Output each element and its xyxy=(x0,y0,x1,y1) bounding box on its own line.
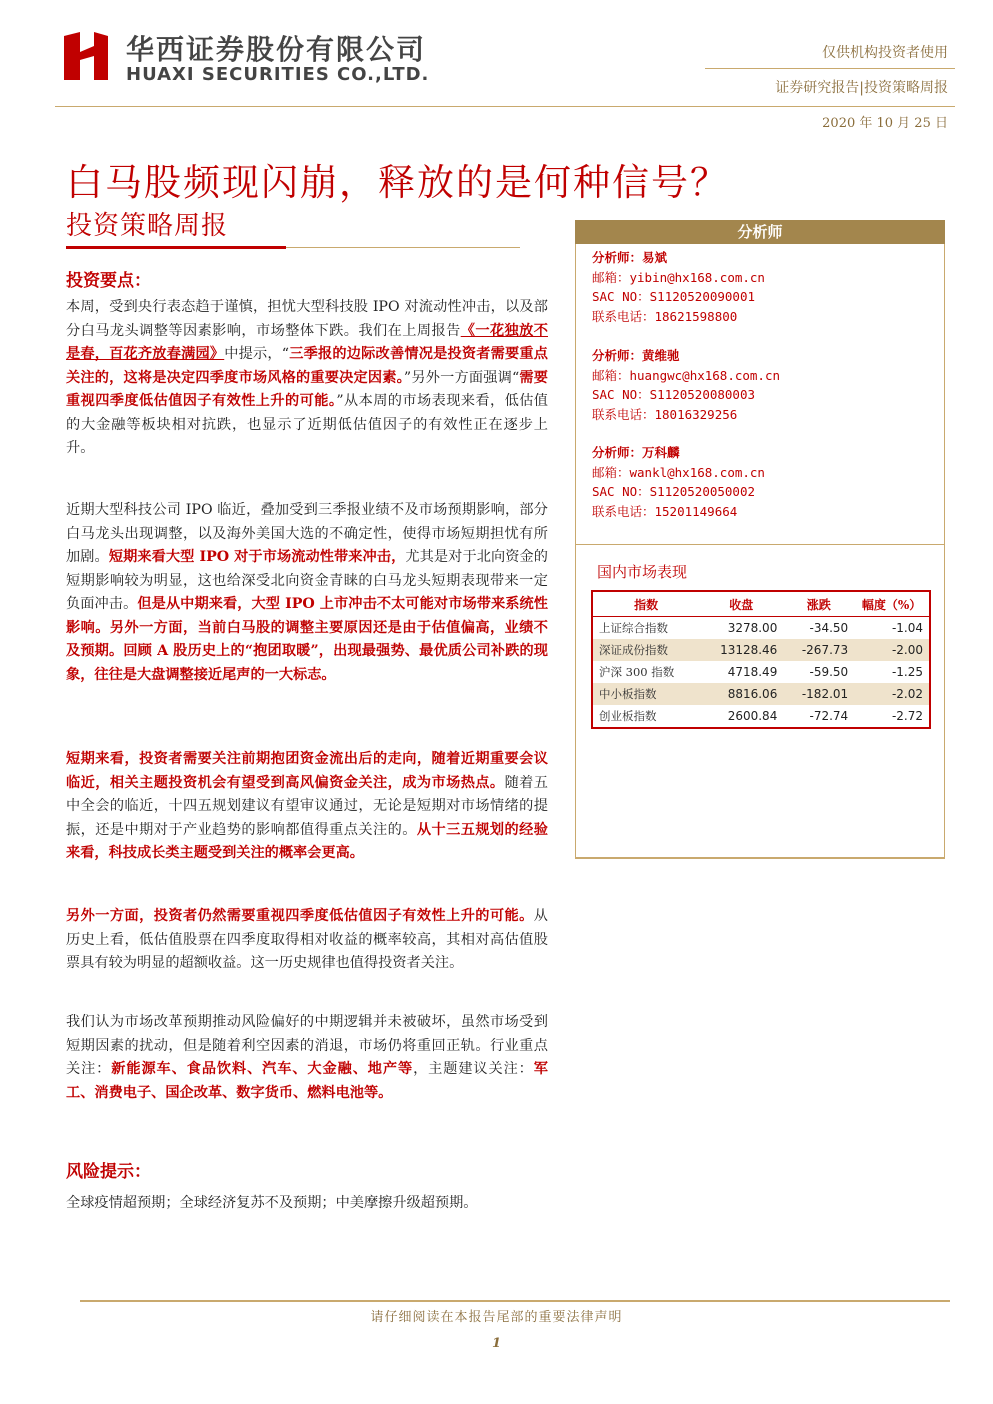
pct-value: -1.25 xyxy=(891,665,923,679)
key-points-heading: 投资要点： xyxy=(66,271,151,291)
analyst-email[interactable]: 邮箱：huangwc@hx168.com.cn xyxy=(592,367,781,383)
index-name: 中小板指数 xyxy=(592,683,699,705)
report-subtitle: 投资策略周报 xyxy=(66,211,229,241)
p4-text-b: 从历史上看，低估值股票在四季度取得相对收益的概率较高，其相对高估值股票具有较为明显的超额收益。这一历史规律也值得投资者关注。 xyxy=(66,908,548,971)
analyst-card-2 xyxy=(592,346,780,424)
analyst-card-3 xyxy=(592,443,765,521)
header-divider xyxy=(705,68,955,69)
p5-highlight-d: 军工、消费电子、国企改革、数字货币、燃料电池等。 xyxy=(66,1061,548,1101)
huaxi-logo-icon xyxy=(60,30,112,82)
pct-value: -2.72 xyxy=(854,705,930,728)
p1-text-e: ”另外一方面强调“ xyxy=(403,369,520,386)
report-title: 白马股频现闪崩，释放的是何种信号？ xyxy=(66,161,729,204)
table-header-row xyxy=(592,591,930,617)
index-name: 深证成份指数 xyxy=(592,639,699,661)
col-header-index: 指数 xyxy=(592,591,699,617)
table-row xyxy=(592,705,930,728)
p1-highlight-f: 需要重视四季度低估值因子有效性上升的可能。 xyxy=(66,369,548,409)
p5-highlight-b: 新能源车、食品饮料、汽车、大金融、地产等 xyxy=(111,1061,414,1077)
p1-text-g: ”从本周的市场表现来看，低估值的大金融等板块相对抗跌，也显示了近期低估值因子的有效性正在逐步上升。 xyxy=(66,393,548,456)
subtitle-rule-gold xyxy=(286,247,520,248)
p1-highlight-d: 三季报的边际改善情况是投资者需要重点关注的，这将是决定四季度市场风格的重要决定因素。 xyxy=(66,346,548,386)
p3-highlight-a: 短期来看，投资者需要关注前期抱团资金流出后的走向，随着近期重要会议临近，相关主题投资机会有望受到高风偏资金关注，成为市场热点。 xyxy=(66,751,548,791)
col-header-pct: 幅度（%） xyxy=(854,591,930,617)
index-name: 沪深 300 指数 xyxy=(599,665,675,679)
prior-report-link[interactable]: 《一花独放不是春，百花齐放春满园》 xyxy=(66,322,548,362)
market-performance-title: 国内市场表现 xyxy=(597,563,688,581)
footer-rule xyxy=(80,1300,950,1302)
analyst-phone: 联系电话：15201149664 xyxy=(592,503,738,519)
col-header-change: 涨跌 xyxy=(783,591,854,617)
pct-value: -1.04 xyxy=(891,621,923,635)
p2-text-a: 近期大型科技公司 IPO 临近，叠加受到三季报业绩不及市场预期影响，部分白马龙头出现调整，以及海外美国大选的不确定性，使得市场短期担忧有所加剧。 xyxy=(66,502,548,565)
p2-text-c: 尤其是对于北向资金的短期影响较为明显，这也给深受北向资金青睐的白马龙头短期表现带来一定负面冲击。 xyxy=(66,549,548,612)
col-header-close: 收盘 xyxy=(699,591,783,617)
close-value: 4718.49 xyxy=(727,665,778,679)
paragraph-3 xyxy=(66,748,548,866)
risk-text: 全球疫情超预期；全球经济复苏不及预期；中美摩擦升级超预期。 xyxy=(66,1195,478,1211)
p5-text-a: 我们认为市场改革预期推动风险偏好的中期逻辑并未被破坏，虽然市场受到短期因素的扰动，但是随着利空因素的消退，市场仍将重回正轨。行业重点关注： xyxy=(66,1014,548,1077)
analyst-phone: 联系电话：18621598800 xyxy=(592,308,738,324)
subtitle-rule-red xyxy=(66,246,286,249)
analyst-name: 分析师：易斌 xyxy=(592,250,668,265)
change-value: -182.01 xyxy=(783,683,854,705)
analyst-name: 分析师：黄维驰 xyxy=(592,348,680,363)
paragraph-1 xyxy=(66,296,548,461)
analyst-panel-heading: 分析师 xyxy=(575,220,945,244)
p2-highlight-b: 短期来看大型 IPO 对于市场流动性带来冲击， xyxy=(108,549,406,565)
index-name: 上证综合指数 xyxy=(599,621,668,635)
report-type-label: 证券研究报告|投资策略周报 xyxy=(775,80,948,96)
paragraph-2 xyxy=(66,499,548,687)
p4-highlight-a: 另外一方面，投资者仍然需要重视四季度低估值因子有效性上升的可能。 xyxy=(66,908,534,924)
report-date: 2020 年 10 月 25 日 xyxy=(822,116,948,131)
p1-text-a: 本周，受到央行表态趋于谨慎，担忧大型科技股 IPO 对流动性冲击，以及部分白马龙头调整等因素影响，市场整体下跌。我们在上周报告 xyxy=(66,299,548,339)
analyst-sac: SAC NO：S1120520090001 xyxy=(592,289,756,304)
analyst-email[interactable]: 邮箱：wankl@hx168.com.cn xyxy=(592,464,765,480)
paragraph-5 xyxy=(66,1011,548,1105)
company-name-cn: 华西证券股份有限公司 xyxy=(126,33,427,66)
analyst-sac: SAC NO：S1120520080003 xyxy=(592,387,756,402)
p2-highlight-d: 但是从中期来看，大型 IPO 上市冲击不太可能对市场带来系统性影响。另外一方面，当前白马股的调整主要原因还是由于估值偏高，业绩不及预期。回顾 A 股历史上的“抱团取暖”，出现最强势、最优质公司补跌的现象，往往是大盘调整接近尾声的一大标志。 xyxy=(66,596,548,683)
analyst-name: 分析师：万科麟 xyxy=(592,445,680,460)
paragraph-4 xyxy=(66,905,548,976)
page-number: 1 xyxy=(491,1336,502,1351)
analyst-email[interactable]: 邮箱：yibin@hx168.com.cn xyxy=(592,269,765,285)
pct-value: -2.02 xyxy=(854,683,930,705)
change-value: -59.50 xyxy=(809,665,849,679)
p1-text-c: 中提示，“ xyxy=(224,346,290,362)
analyst-sac: SAC NO：S1120520050002 xyxy=(592,484,756,499)
change-value: -34.50 xyxy=(809,621,849,635)
close-value: 13128.46 xyxy=(699,639,783,661)
analyst-card-1 xyxy=(592,248,765,326)
pct-value: -2.00 xyxy=(854,639,930,661)
audience-label: 仅供机构投资者使用 xyxy=(822,45,948,61)
close-value: 2600.84 xyxy=(699,705,783,728)
table-row xyxy=(592,617,930,640)
legal-disclaimer-note: 请仔细阅读在本报告尾部的重要法律声明 xyxy=(370,1310,623,1325)
table-row xyxy=(592,661,930,683)
analyst-phone: 联系电话：18016329256 xyxy=(592,406,738,422)
company-name-en: HUAXI SECURITIES CO.,LTD. xyxy=(126,64,430,85)
p5-text-c: ，主题建议关注： xyxy=(413,1061,534,1077)
p3-highlight-c: 从十三五规划的经验来看，科技成长类主题受到关注的概率会更高。 xyxy=(66,821,548,861)
table-row xyxy=(592,683,930,705)
risk-heading: 风险提示： xyxy=(66,1162,151,1182)
table-row xyxy=(592,639,930,661)
close-value: 3278.00 xyxy=(727,621,778,635)
change-value: -267.73 xyxy=(783,639,854,661)
change-value: -72.74 xyxy=(783,705,854,728)
market-table xyxy=(591,590,931,729)
date-divider xyxy=(55,106,955,107)
close-value: 8816.06 xyxy=(699,683,783,705)
panel-divider xyxy=(575,544,945,545)
panel-bottom-rule xyxy=(575,857,945,859)
p3-text-b: 随着五中全会的临近，十四五规划建议有望审议通过，无论是短期对市场情绪的提振，还是中期对于产业趋势的影响都值得重点关注的。 xyxy=(66,774,548,838)
index-name: 创业板指数 xyxy=(592,705,699,728)
